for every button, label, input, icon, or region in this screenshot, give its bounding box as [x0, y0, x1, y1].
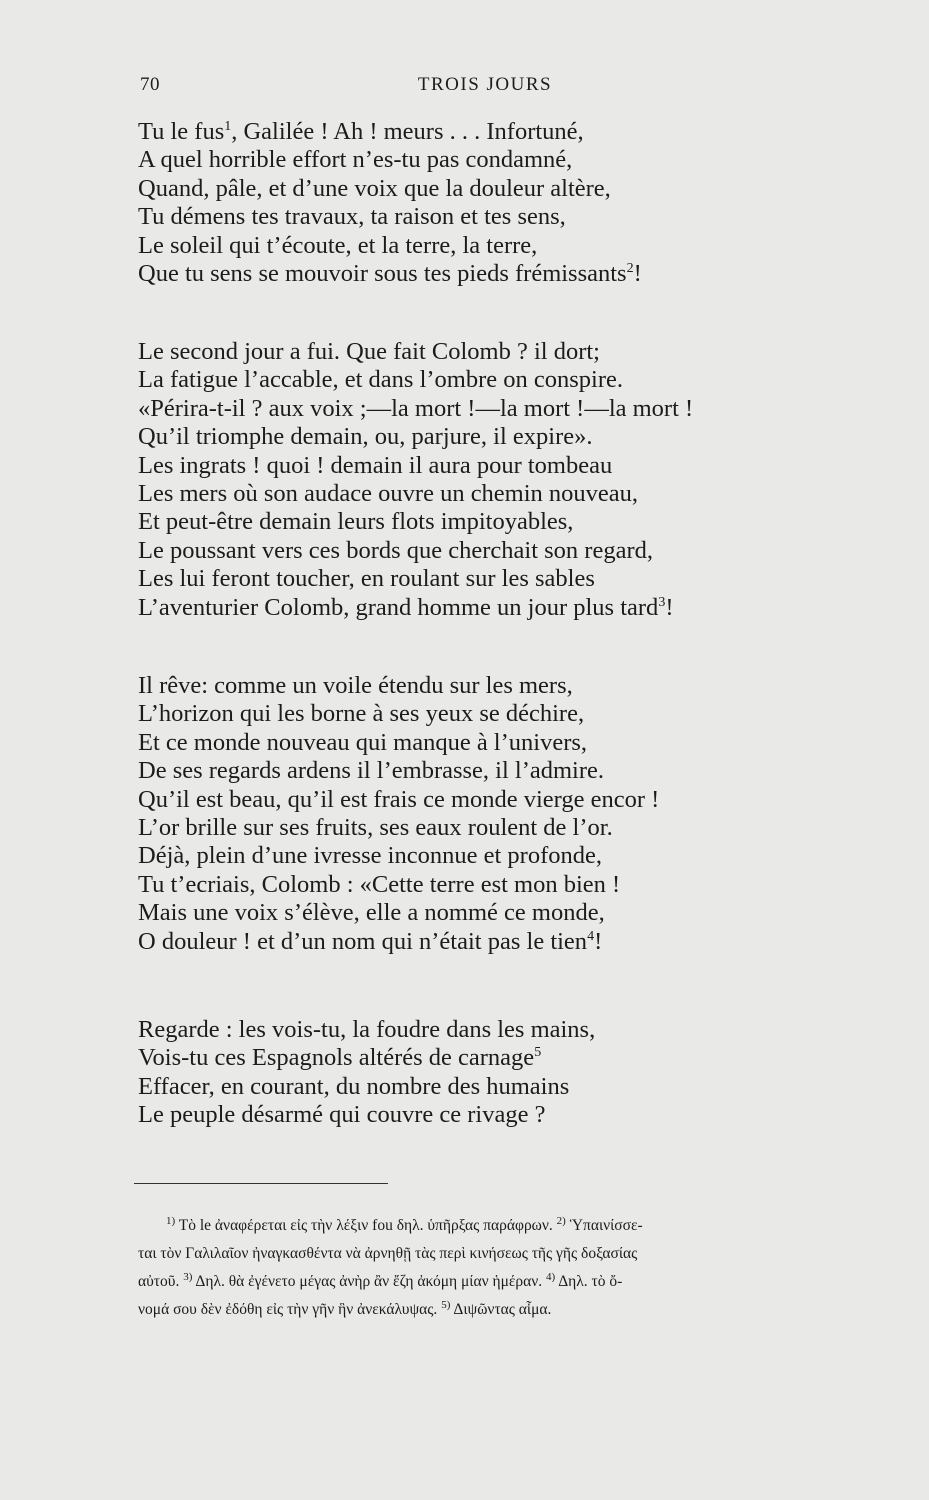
verse-line: De ses regards ardens il l’embrasse, il l’admire.	[138, 757, 605, 785]
stanza-3	[138, 672, 838, 956]
footnote-ref[interactable]: 4	[587, 928, 595, 944]
verse-line: Mais une voix s’élève, elle a nommé ce monde,	[138, 899, 605, 927]
verse-line: O douleur ! et d’un nom qui n’était pas le tien$^4$!	[138, 927, 603, 955]
footnotes	[138, 1212, 828, 1324]
verse-line: L’horizon qui les borne à ses yeux se déchire,	[138, 700, 585, 728]
verse-line: Vois-tu ces Espagnols altérés de carnage$^5$	[138, 1044, 542, 1072]
verse-line: Tu le fus$^1$, Galilée ! Ah ! meurs . . . Infortuné,	[138, 118, 584, 145]
footnote-mark: 2)	[556, 1214, 566, 1227]
page-number: 70	[140, 74, 160, 95]
stanza-2	[138, 338, 838, 622]
verse-line: Qu’il est beau, qu’il est frais ce monde vierge encor !	[138, 785, 660, 813]
verse-line: L’aventurier Colomb, grand homme un jour plus tard$^3$!	[138, 593, 674, 621]
footnote-line: νομά σου δὲν ἐδόθη εἰς τὴν γῆν ἣν ἀνεκάλυψας. $^{5)}$ Διψῶντας αἷμα.	[138, 1298, 552, 1318]
verse-line: Et peut-être demain leurs flots impitoyables,	[138, 508, 574, 536]
footnote-mark: 5)	[441, 1298, 451, 1311]
footnote-ref[interactable]: 1	[224, 118, 232, 134]
verse-line: Quand, pâle, et d’une voix que la douleur altère,	[138, 174, 611, 202]
footnote-line: ται τὸν Γαλιλαῖον ἠναγκασθέντα νὰ ἀρνηθῇ τὰς περὶ κινήσεως τῆς γῆς δοξασίας	[138, 1245, 638, 1262]
footnote-line: $^{1)}$ Τὸ le ἀναφέρεται εἰς τὴν λέξιν fou δηλ. ὑπῆρξας παράφρων. $^{2)}$ Ὑπαινίσσε-	[166, 1214, 643, 1234]
footnote-ref[interactable]: 2	[626, 260, 634, 276]
footnote-ref[interactable]: 5	[534, 1045, 542, 1061]
verse-line: Les lui feront toucher, en roulant sur les sables	[138, 565, 595, 593]
footnote-ref[interactable]: 3	[658, 594, 666, 610]
running-title: TROIS JOURS	[417, 74, 553, 95]
verse-line: Effacer, en courant, du nombre des humains	[138, 1072, 570, 1100]
verse-line: L’or brille sur ses fruits, ses eaux roulent de l’or.	[138, 814, 613, 842]
stanza-1	[138, 118, 838, 288]
footnote-mark: 1)	[166, 1214, 176, 1227]
footnote-mark: 3)	[183, 1270, 193, 1283]
verse-line: Les mers où son audace ouvre un chemin nouveau,	[138, 480, 639, 508]
verse-line: Qu’il triomphe demain, ou, parjure, il expire».	[138, 423, 593, 451]
verse-line: Le poussant vers ces bords que cherchait son regard,	[138, 536, 654, 564]
verse-line: Il rêve: comme un voile étendu sur les mers,	[138, 672, 573, 699]
verse-line: Les ingrats ! quoi ! demain il aura pour tombeau	[138, 451, 613, 479]
stanza-4	[138, 1016, 838, 1130]
verse-line: Que tu sens se mouvoir sous tes pieds frémissants$^2$!	[138, 260, 642, 288]
footnote-divider	[134, 1183, 388, 1184]
verse-line: Le peuple désarmé qui couvre ce rivage ?	[138, 1101, 546, 1129]
running-header	[140, 74, 830, 102]
verse-line: Tu t’ecriais, Colomb : «Cette terre est mon bien !	[138, 870, 621, 898]
footnote-line: αὐτοῦ. $^{3)}$ Δηλ. θὰ ἐγένετο μέγας ἀνὴρ ἂν ἔζη ἀκόμη μίαν ἡμέραν. $^{4)}$ Δηλ. τὸ ὄ-	[138, 1270, 623, 1290]
verse-line: Regarde : les vois-tu, la foudre dans les mains,	[138, 1016, 596, 1043]
footnote-mark: 4)	[546, 1270, 556, 1283]
verse-line: Le soleil qui t’écoute, et la terre, la terre,	[138, 231, 538, 259]
verse-line: Tu démens tes travaux, ta raison et tes sens,	[138, 203, 566, 231]
verse-line: A quel horrible effort n’es-tu pas condamné,	[138, 146, 573, 174]
verse-line: Le second jour a fui. Que fait Colomb ? il dort;	[138, 338, 600, 365]
verse-line: La fatigue l’accable, et dans l’ombre on conspire.	[138, 366, 624, 394]
verse-line: «Périra-t-il ? aux voix ;—la mort !—la mort !—la mort !	[138, 394, 694, 422]
verse-line: Déjà, plein d’une ivresse inconnue et profonde,	[138, 842, 602, 870]
verse-line: Et ce monde nouveau qui manque à l’univers,	[138, 728, 588, 756]
